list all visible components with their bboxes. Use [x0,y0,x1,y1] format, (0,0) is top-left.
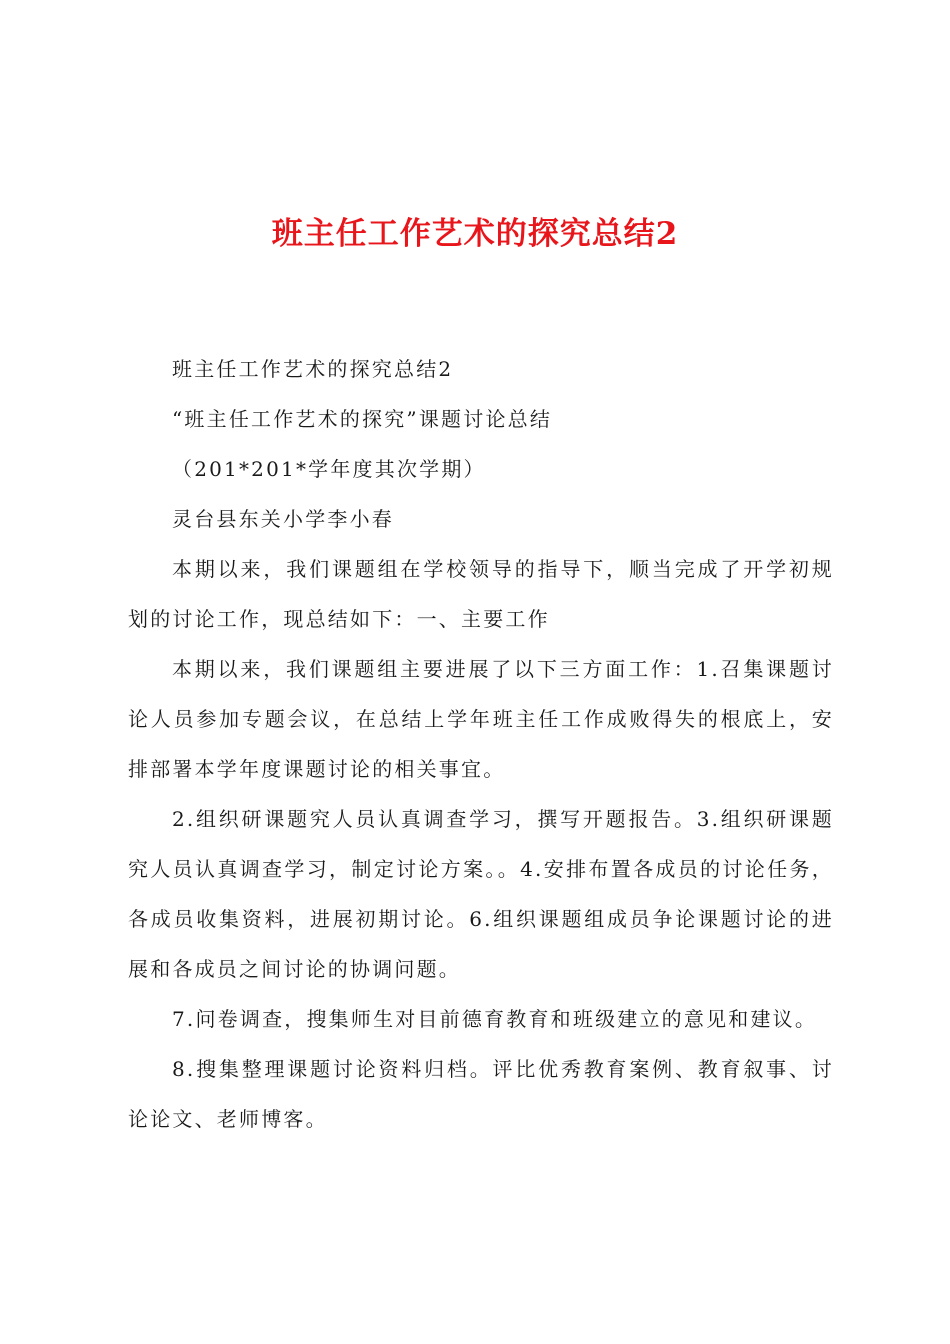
paragraph-work-1: 本期以来，我们课题组主要进展了以下三方面工作：1.召集课题讨论人员参加专题会议，在总结上学年班主任工作成败得失的根底上，安排部署本学年度课题讨论的相关事宜。 [128,657,834,781]
paragraph-author: 灵台县东关小学李小春 [172,507,394,531]
paragraph-report-name: “班主任工作艺术的探究”课题讨论总结 [172,407,553,431]
paragraph-work-2-6: 2.组织研课题究人员认真调查学习，撰写开题报告。3.组织研课题究人员认真调查学习，制定讨论方案。。4.安排布置各成员的讨论任务，各成员收集资料，进展初期讨论。6.组织课题组成员争论课题讨论的进展和各成员之间讨论的协调问题。 [128,807,834,981]
paragraph-term: （201*201*学年度其次学期） [172,457,486,481]
paragraph-intro: 本期以来，我们课题组在学校领导的指导下，顺当完成了开学初规划的讨论工作，现总结如下：一、主要工作 [128,557,834,631]
paragraph-work-7: 7.问卷调查，搜集师生对目前德育教育和班级建立的意见和建议。 [172,1007,818,1031]
paragraph-work-8: 8.搜集整理课题讨论资料归档。评比优秀教育案例、教育叙事、讨论论文、老师博客。 [128,1057,834,1131]
paragraph-subtitle: 班主任工作艺术的探究总结2 [172,357,454,381]
document-title: 班主任工作艺术的探究总结2 [271,216,679,252]
document-body [128,344,834,1144]
